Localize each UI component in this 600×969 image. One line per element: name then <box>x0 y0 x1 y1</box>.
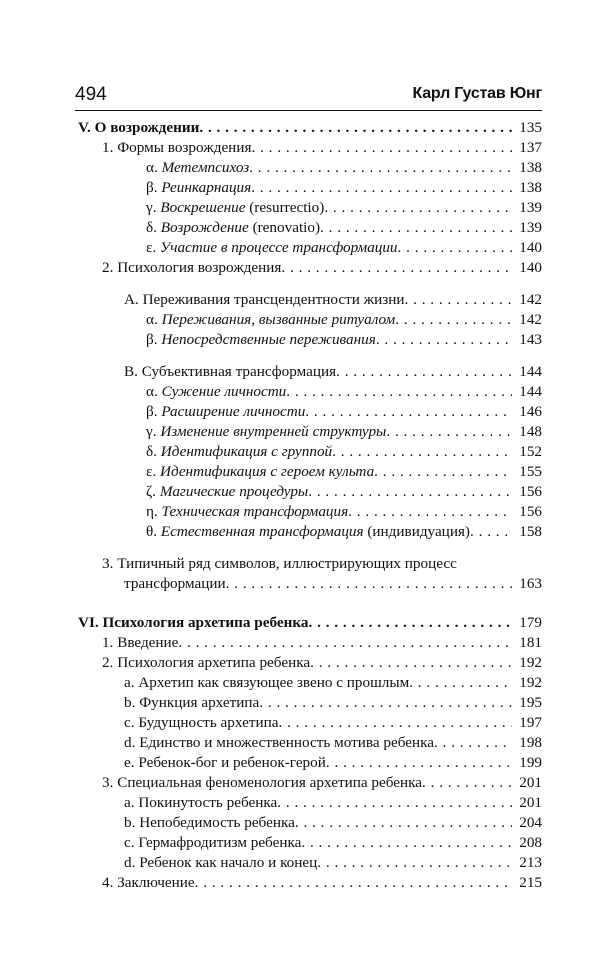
dot-leader <box>195 872 512 894</box>
dot-leader <box>336 361 512 383</box>
toc-entry <box>124 812 542 834</box>
entry-marker: α. <box>146 159 162 176</box>
dot-leader <box>308 481 512 503</box>
entry-title: Будущность архетипа <box>138 714 279 731</box>
entry-page: 163 <box>519 575 542 592</box>
entry-title: Переживания трансцендентности жизни <box>142 291 405 308</box>
toc-entry <box>146 309 542 331</box>
dot-leader <box>310 652 512 674</box>
entry-marker: 4. <box>102 874 118 891</box>
dot-leader <box>259 692 512 714</box>
entry-marker: d. <box>124 734 140 751</box>
entry-page: 140 <box>519 239 542 256</box>
entry-marker: γ. <box>146 423 161 440</box>
toc-entry <box>146 461 542 483</box>
toc-entry <box>124 832 542 854</box>
entry-page: 197 <box>519 714 542 731</box>
entry-marker: 1. <box>102 634 118 651</box>
entry-page: 138 <box>519 179 542 196</box>
toc-entry <box>146 217 542 239</box>
entry-page: 158 <box>519 523 542 540</box>
toc-entry <box>78 612 542 634</box>
entry-marker: 2. <box>102 259 118 276</box>
entry-marker: δ. <box>146 443 161 460</box>
toc-entry <box>146 401 542 423</box>
entry-title: трансформации <box>124 575 226 592</box>
running-head-author: Карл Густав Юнг <box>412 85 542 102</box>
toc-entry <box>124 792 542 814</box>
dot-leader <box>251 177 512 199</box>
dot-leader <box>320 217 512 239</box>
dot-leader <box>301 832 512 854</box>
entry-page: 148 <box>519 423 542 440</box>
toc-entry <box>124 852 542 874</box>
dot-leader <box>422 772 512 794</box>
entry-page: 195 <box>519 694 542 711</box>
dot-leader <box>332 441 512 463</box>
entry-marker: A. <box>124 291 143 308</box>
dot-leader <box>251 137 512 159</box>
toc-entry <box>146 381 542 403</box>
entry-title: VI. Психология архетипа ребенка <box>78 614 309 631</box>
toc-entry <box>124 752 542 774</box>
entry-title: Ребенок-бог и ребенок-герой <box>138 754 326 771</box>
entry-marker: δ. <box>146 219 161 236</box>
entry-page: 198 <box>519 734 542 751</box>
entry-page: 199 <box>519 754 542 771</box>
toc-entry <box>102 137 542 159</box>
entry-page: 204 <box>519 814 542 831</box>
toc-entry <box>124 672 542 694</box>
entry-page: 135 <box>519 119 542 136</box>
entry-title: Гермафродитизм ребенка <box>138 834 302 851</box>
entry-page: 142 <box>519 291 542 308</box>
entry-title: Непобедимость ребенка <box>139 814 295 831</box>
entry-title-suffix: (resurrectio) <box>245 199 325 216</box>
dot-leader <box>434 732 512 754</box>
entry-title: Заключение <box>117 874 195 891</box>
entry-marker: b. <box>124 694 140 711</box>
entry-title: Психология архетипа ребенка <box>117 654 311 671</box>
toc-entry <box>102 553 542 575</box>
dot-leader <box>249 157 512 179</box>
entry-marker: θ. <box>146 523 161 540</box>
dot-leader <box>348 501 512 523</box>
toc-entry <box>146 501 542 523</box>
entry-title: Естественная трансформация <box>160 523 364 540</box>
entry-page: 201 <box>519 774 542 791</box>
entry-title: Ребенок как начало и конец <box>139 854 318 871</box>
entry-title: Реинкарнация <box>161 179 252 196</box>
dot-leader <box>277 792 512 814</box>
entry-marker: 3. <box>102 555 118 572</box>
toc-entry <box>102 652 542 674</box>
entry-marker: d. <box>124 854 140 871</box>
dot-leader <box>409 672 512 694</box>
entry-page: 179 <box>519 614 542 631</box>
toc-entry <box>124 289 542 311</box>
toc-entry <box>102 632 542 654</box>
toc-entry <box>146 329 542 351</box>
toc-entry <box>102 772 542 794</box>
entry-marker: α. <box>146 383 162 400</box>
entry-marker: β. <box>146 179 162 196</box>
dot-leader <box>281 257 512 279</box>
entry-marker: 2. <box>102 654 118 671</box>
entry-title: Специальная феноменология архетипа ребенка <box>117 774 423 791</box>
entry-title: Формы возрождения <box>117 139 252 156</box>
entry-title: Расширение личности <box>161 403 306 420</box>
entry-title: Идентификация с героем культа <box>159 463 375 480</box>
entry-page: 142 <box>519 311 542 328</box>
entry-page: 156 <box>519 483 542 500</box>
entry-title: Возрождение <box>160 219 249 236</box>
entry-page: 144 <box>519 383 542 400</box>
entry-marker: α. <box>146 311 162 328</box>
entry-title: Метемпсихоз <box>161 159 250 176</box>
entry-page: 139 <box>519 219 542 236</box>
entry-marker: c. <box>124 834 139 851</box>
toc-entry <box>146 237 542 259</box>
entry-marker: 3. <box>102 774 118 791</box>
entry-title: Участие в процессе трансформации <box>159 239 398 256</box>
page-number: 494 <box>75 84 107 105</box>
dot-leader <box>398 237 512 259</box>
entry-marker: β. <box>146 331 162 348</box>
entry-title: Субъективная трансформация <box>141 363 337 380</box>
entry-page: 192 <box>519 654 542 671</box>
toc-entry <box>78 117 542 139</box>
entry-title: Техническая трансформация <box>161 503 349 520</box>
entry-marker: c. <box>124 714 139 731</box>
entry-title: Архетип как связующее звено с прошлым <box>138 674 410 691</box>
entry-title: Покинутость ребенка <box>138 794 278 811</box>
entry-page: 143 <box>519 331 542 348</box>
entry-page: 146 <box>519 403 542 420</box>
entry-title: Идентификация с группой <box>160 443 333 460</box>
entry-title: Типичный ряд символов, иллюстрирующих процесс <box>117 555 457 572</box>
toc-entry <box>124 361 542 383</box>
page-header <box>75 84 542 108</box>
entry-title: V. О возрождении <box>78 119 200 136</box>
toc-entry <box>124 692 542 714</box>
toc-entry <box>124 732 542 754</box>
dot-leader <box>226 573 512 595</box>
header-rule <box>75 110 542 111</box>
entry-page: 215 <box>519 874 542 891</box>
entry-marker: a. <box>124 794 139 811</box>
entry-page: 192 <box>519 674 542 691</box>
entry-marker: γ. <box>146 199 161 216</box>
entry-marker: η. <box>146 503 162 520</box>
entry-title: Сужение личности <box>161 383 287 400</box>
entry-marker: 1. <box>102 139 118 156</box>
entry-page: 138 <box>519 159 542 176</box>
dot-leader <box>386 421 512 443</box>
toc-entry <box>124 573 542 595</box>
entry-page: 137 <box>519 139 542 156</box>
dot-leader <box>278 712 512 734</box>
dot-leader <box>178 632 512 654</box>
entry-title: Воскрешение <box>160 199 246 216</box>
toc-entry <box>124 712 542 734</box>
dot-leader <box>317 852 512 874</box>
toc-entry <box>146 157 542 179</box>
dot-leader <box>376 329 512 351</box>
entry-title-suffix: (индивидуация) <box>363 523 470 540</box>
dot-leader <box>324 197 512 219</box>
entry-title: Изменение внутренней структуры <box>160 423 387 440</box>
entry-page: 213 <box>519 854 542 871</box>
entry-marker: e. <box>124 754 139 771</box>
dot-leader <box>470 521 512 543</box>
toc-entry <box>146 177 542 199</box>
entry-title-suffix: (renovatio) <box>248 219 321 236</box>
entry-page: 144 <box>519 363 542 380</box>
toc-entry <box>146 481 542 503</box>
dot-leader <box>305 401 512 423</box>
dot-leader <box>199 117 512 139</box>
entry-marker: B. <box>124 363 142 380</box>
entry-title: Магические процедуры <box>159 483 309 500</box>
dot-leader <box>295 812 512 834</box>
dot-leader <box>286 381 512 403</box>
dot-leader <box>405 289 512 311</box>
entry-marker: ε. <box>146 239 160 256</box>
entry-page: 208 <box>519 834 542 851</box>
entry-page: 139 <box>519 199 542 216</box>
toc-entry <box>102 872 542 894</box>
entry-marker: a. <box>124 674 139 691</box>
dot-leader <box>309 612 513 634</box>
entry-title: Введение <box>117 634 179 651</box>
entry-page: 201 <box>519 794 542 811</box>
entry-title: Функция архетипа <box>139 694 260 711</box>
entry-page: 152 <box>519 443 542 460</box>
entry-marker: β. <box>146 403 162 420</box>
dot-leader <box>326 752 512 774</box>
toc-entry <box>146 441 542 463</box>
entry-marker: ε. <box>146 463 160 480</box>
entry-marker: ζ. <box>146 483 160 500</box>
entry-page: 140 <box>519 259 542 276</box>
entry-title: Непосредственные переживания <box>161 331 376 348</box>
entry-page: 155 <box>519 463 542 480</box>
toc-entry <box>146 421 542 443</box>
entry-title: Психология возрождения <box>117 259 282 276</box>
toc-entry <box>146 521 542 543</box>
entry-marker: b. <box>124 814 140 831</box>
entry-page: 156 <box>519 503 542 520</box>
toc-entry <box>102 257 542 279</box>
entry-title: Единство и множественность мотива ребенка <box>139 734 435 751</box>
entry-title: Переживания, вызванные ритуалом <box>161 311 396 328</box>
toc-entry <box>146 197 542 219</box>
entry-page: 181 <box>519 634 542 651</box>
dot-leader <box>395 309 512 331</box>
dot-leader <box>374 461 512 483</box>
